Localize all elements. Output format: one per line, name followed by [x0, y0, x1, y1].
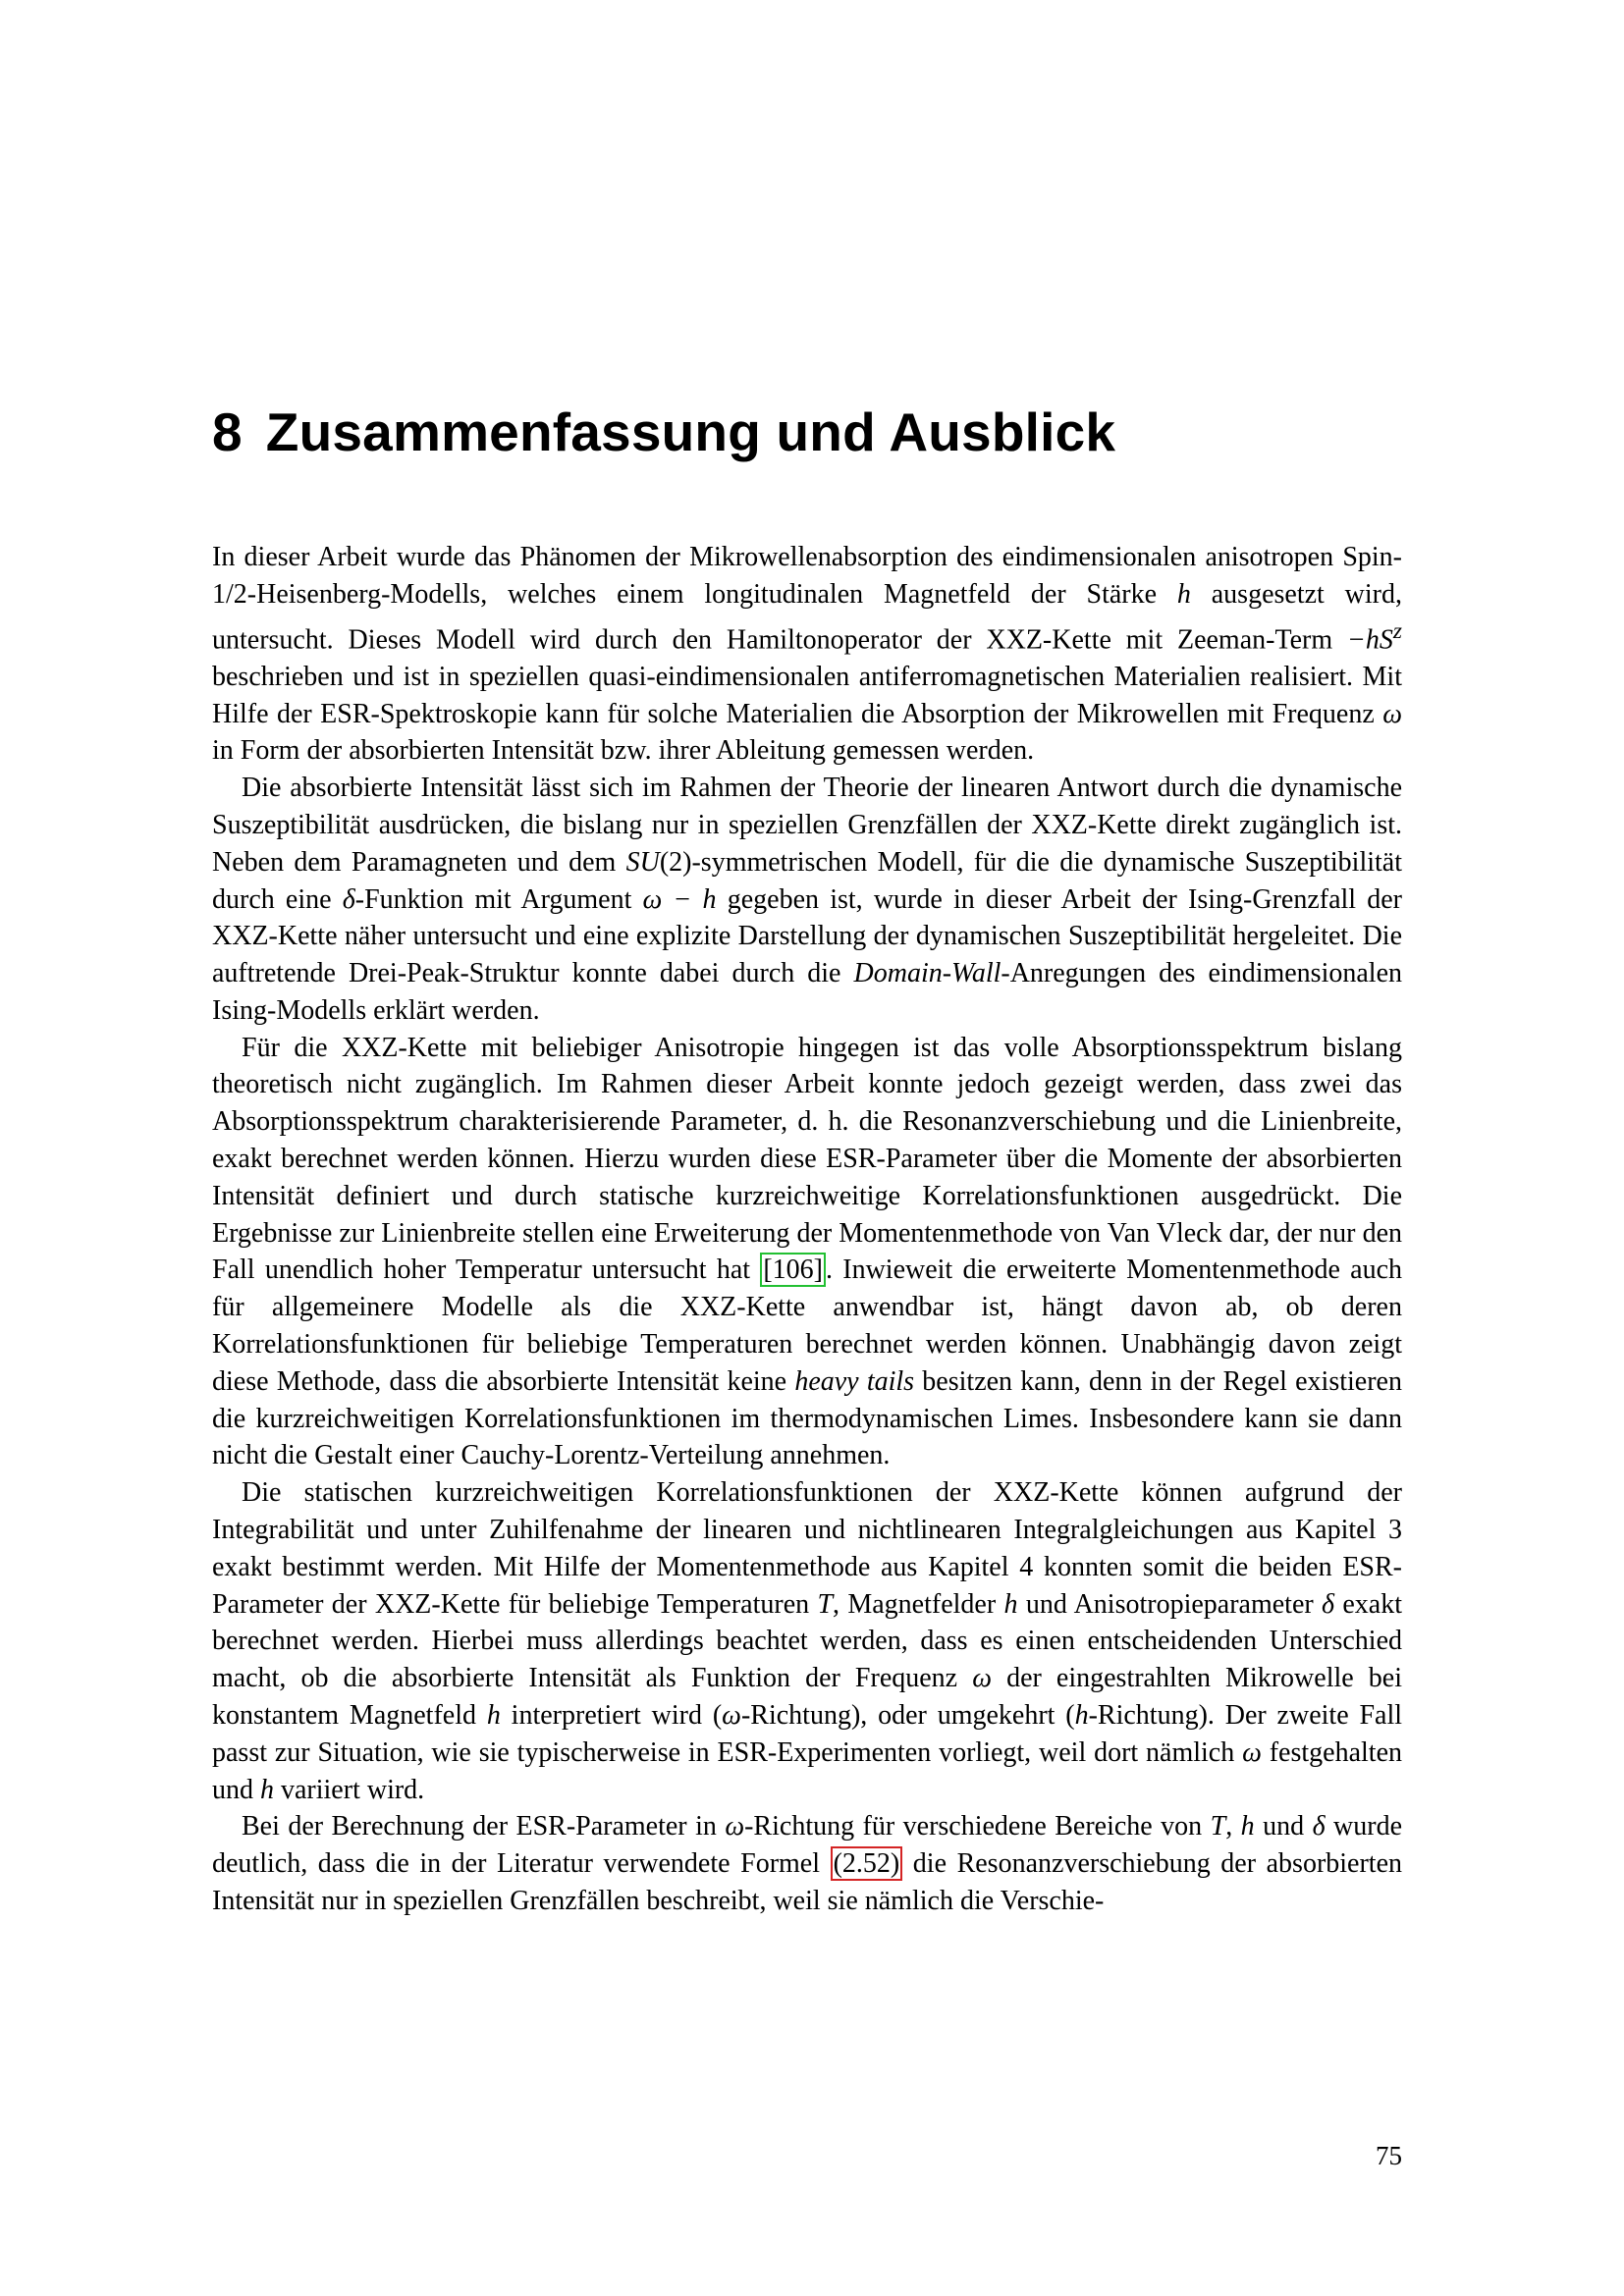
text-run: gegeben ist, wurde in dieser Arbeit der Ising-Grenzfall der XXZ-Kette näher untersucht und eine explizite Darstellung der dynamischen Suszeptibilität hergeleitet. Die auftretende Drei-Peak-Struktur konnte dabei durch die: [212, 883, 1402, 989]
math-su-arg: (2): [659, 846, 692, 878]
math-omega: ω: [972, 1663, 992, 1694]
chapter-title: Zusammenfassung und Ausblick: [265, 401, 1116, 462]
math-omega-minus-h: ω − h: [642, 883, 717, 915]
text-run: wurde deutlich, dass die in der Literatur verwendete Formel: [212, 1811, 1403, 1880]
body-text: [212, 539, 1402, 1920]
text-run: interpretiert wird (: [500, 1700, 723, 1732]
text-run: in Form der absorbierten Intensität bzw. ihrer Ableitung gemessen werden.: [212, 735, 1035, 767]
citation-link[interactable]: [106]: [760, 1253, 826, 1287]
text-run: exakt berechnet werden. Hierbei muss allerdings beachtet werden, dass es einen entscheidenden Unterschied macht, ob die absorbierte Intensität als Funktion der Frequenz: [212, 1588, 1402, 1694]
math-delta: δ: [1312, 1811, 1326, 1842]
text-run: und: [1254, 1811, 1313, 1842]
page-number: 75: [1376, 2141, 1402, 2170]
text-run: -Funktion mit Argument: [354, 883, 643, 915]
text-run: -Richtung), oder umgekehrt (: [740, 1700, 1075, 1732]
text-run: ausgesetzt wird, untersucht. Dieses Modell wird durch den Hamiltonoperator der XXZ-Kette mit Zeeman-Term: [212, 578, 1402, 655]
math-superscript-z: z: [1392, 617, 1402, 644]
text-run: variiert wird.: [274, 1774, 425, 1805]
chapter-heading: [212, 400, 1115, 463]
text-run: -symmetrischen Modell, für die die dynamische Suszeptibilität durch eine: [212, 846, 1402, 915]
text-run: -Richtung). Der zweite Fall passt zur Situation, wie sie typischerweise in ESR-Experimenten vorliegt, weil dort nämlich: [212, 1700, 1403, 1768]
math-h: h: [1176, 578, 1191, 610]
paragraph-5: [212, 1808, 1402, 1919]
paragraph-3: [212, 1030, 1402, 1475]
math-h: h: [486, 1700, 501, 1732]
math-omega: ω: [722, 1700, 741, 1732]
equation-reference-link[interactable]: (2.52): [831, 1846, 903, 1881]
math-zeeman-term: −hS: [1347, 623, 1393, 655]
math-delta: δ: [1322, 1588, 1335, 1620]
text-run: -Richtung für verschiedene Bereiche von: [744, 1811, 1211, 1842]
math-delta: δ: [342, 883, 355, 915]
text-run: ,: [1225, 1811, 1241, 1842]
text-run: beschrieben und ist in speziellen quasi-eindimensionalen antiferromagnetischen Materialien realisiert. Mit Hilfe der ESR-Spektroskopie kann für solche Materialien die Absorption der Mikrowellen mit Frequenz: [212, 661, 1402, 729]
math-h: h: [1003, 1588, 1018, 1620]
math-su: SU: [625, 846, 660, 878]
text-run: der eingestrahlten Mikrowelle bei konstantem Magnetfeld: [212, 1663, 1402, 1732]
paragraph-1: [212, 539, 1402, 770]
text-run: -Anregungen des eindimensionalen Ising-Modells erklärt werden.: [212, 958, 1402, 1026]
math-h: h: [1240, 1811, 1255, 1842]
text-run: Für die XXZ-Kette mit beliebiger Anisotropie hingegen ist das volle Absorptionsspektrum bislang theoretisch nicht zugänglich. Im Rahmen dieser Arbeit konnte jedoch gezeigt werden, dass zwei das Absorptionsspektrum charakterisierende Parameter, d. h. die Resonanzverschiebung und die Linienbreite, exakt berechnet werden können. Hierzu wurden diese ESR-Parameter über die Momente der absorbierten Intensität definiert und durch statische kurzreichweitige Korrelationsfunktionen ausgedrückt. Die Ergebnisse zur Linienbreite stellen eine Erweiterung der Momentenmethode von Van Vleck dar, der nur den Fall unendlich hoher Temperatur untersucht hat: [212, 1032, 1402, 1286]
text-run: besitzen kann, denn in der Regel existieren die kurzreichweitigen Korrelationsfunktionen im thermodynamischen Limes. Insbesondere kann sie dann nicht die Gestalt einer Cauchy-Lorentz-Verteilung annehmen.: [212, 1365, 1402, 1471]
chapter-number: 8: [212, 401, 243, 462]
emphasis-heavy-tails: heavy tails: [794, 1365, 915, 1397]
text-run: Die statischen kurzreichweitigen Korrelationsfunktionen der XXZ-Kette können aufgrund der Integrabilität und unter Zuhilfenahme der linearen und nichtlinearen Integralgleichungen aus Kapitel 3 exakt bestimmt werden. Mit Hilfe der Momentenmethode aus Kapitel 4 konnten somit die beiden ESR-Parameter der XXZ-Kette für beliebige Temperaturen: [212, 1477, 1402, 1620]
text-run: festgehalten und: [212, 1736, 1402, 1805]
math-omega: ω: [725, 1811, 745, 1842]
math-omega: ω: [1382, 698, 1402, 729]
math-T: T: [1210, 1811, 1226, 1842]
emphasis-domain-wall: Domain-Wall: [853, 958, 1001, 989]
paragraph-2: [212, 770, 1402, 1030]
paragraph-4: [212, 1474, 1402, 1808]
math-h: h: [260, 1774, 274, 1805]
text-run: . Inwieweit die erweiterte Momentenmethode auch für allgemeinere Modelle als die XXZ-Kette anwendbar ist, hängt davon ab, ob deren Korrelationsfunktionen für beliebige Temperaturen berechnet werden können. Unabhängig davon zeigt diese Methode, dass die absorbierte Intensität keine: [212, 1255, 1402, 1397]
text-run: und Anisotropieparameter: [1017, 1588, 1323, 1620]
text-run: die Resonanzverschiebung der absorbierten Intensität nur in speziellen Grenzfällen beschreibt, weil sie nämlich die Verschie-: [212, 1848, 1402, 1917]
math-T: T: [817, 1588, 834, 1620]
text-run: Bei der Berechnung der ESR-Parameter in: [242, 1811, 726, 1842]
text-run: Die absorbierte Intensität lässt sich im Rahmen der Theorie der linearen Antwort durch die dynamische Suszeptibilität ausdrücken, die bislang nur in speziellen Grenzfällen der XXZ-Kette direkt zugänglich ist. Neben dem Paramagneten und dem: [212, 773, 1402, 878]
math-h: h: [1074, 1700, 1089, 1732]
text-run: In dieser Arbeit wurde das Phänomen der Mikrowellenabsorption des eindimensionalen anisotropen Spin-1/2-Heisenberg-Modells, welches einem longitudinalen Magnetfeld der Stärke: [212, 542, 1402, 610]
math-omega: ω: [1242, 1736, 1262, 1768]
text-run: , Magnetfelder: [833, 1588, 1004, 1620]
